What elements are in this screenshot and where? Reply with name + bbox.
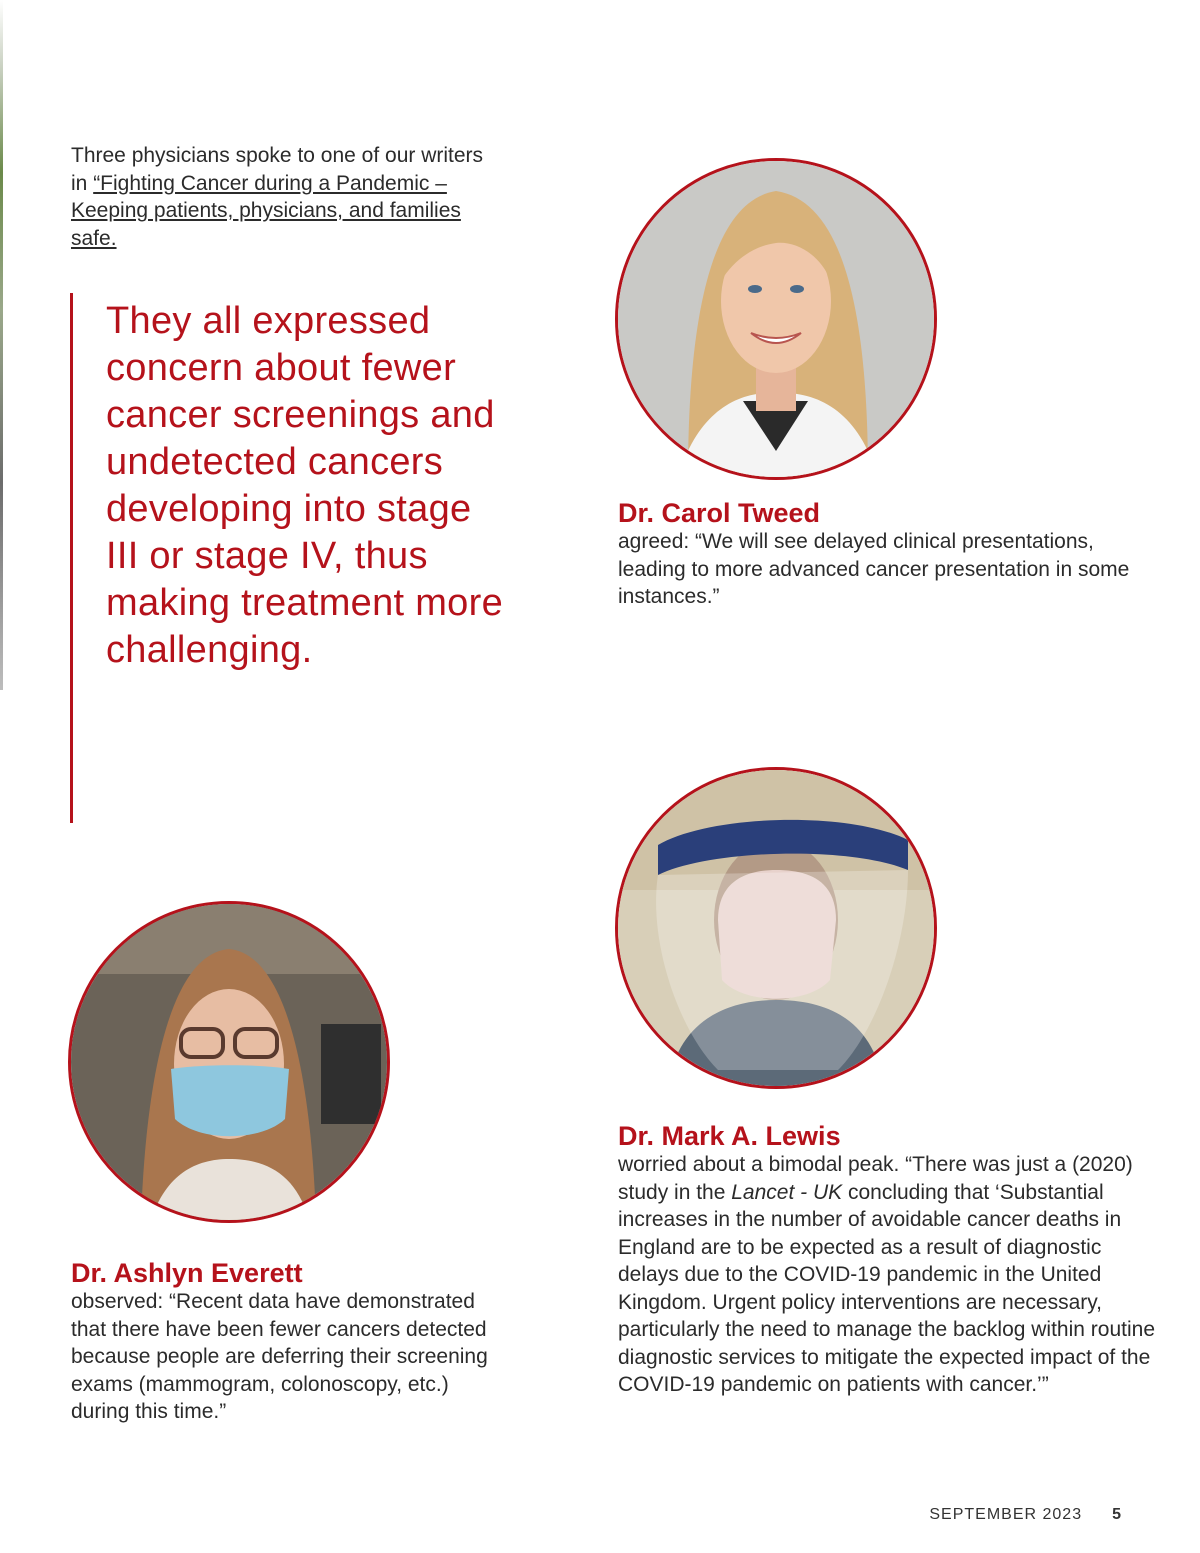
page-footer — [929, 1506, 1122, 1524]
pull-quote-bar — [70, 293, 73, 823]
pull-quote: They all expressed concern about fewer cancer screenings and undetected cancers developing into stage III or stage IV, thus making treatment more challenging. — [106, 300, 504, 671]
mark-lewis-quote-italic: Lancet - UK — [731, 1180, 843, 1204]
article-link[interactable]: “Fighting Cancer during a Pandemic – Keeping patients, physicians, and families safe. — [71, 171, 461, 250]
carol-tweed-quote: agreed: “We will see delayed clinical presentations, leading to more advanced cancer presentation in some instances.” — [618, 530, 1130, 608]
mark-lewis-photo — [615, 767, 937, 1089]
page-number: 5 — [1112, 1506, 1122, 1523]
ashlyn-everett-name: Dr. Ashlyn Everett — [71, 1258, 303, 1288]
ashlyn-everett-photo — [68, 901, 390, 1223]
carol-tweed-photo — [615, 158, 937, 480]
intro-lead: Three physicians spoke to one of our writers in — [71, 144, 484, 195]
mark-lewis-name: Dr. Mark A. Lewis — [618, 1121, 841, 1151]
intro-paragraph — [71, 142, 491, 252]
ashlyn-everett-quote: observed: “Recent data have demonstrated that there have been fewer cancers detected because people are deferring their screening exams (mammogram, colonoscopy, etc.) during this time.” — [71, 1290, 488, 1423]
page-edge-strip — [0, 0, 3, 690]
carol-tweed-name: Dr. Carol Tweed — [618, 498, 821, 528]
mark-lewis-quote-part1: worried about a bimodal peak. “There was just a (2020) study in the — [618, 1153, 1133, 1204]
issue-date: SEPTEMBER 2023 — [929, 1506, 1083, 1523]
mark-lewis-quote — [618, 1151, 1158, 1399]
mark-lewis-quote-part2: concluding that ‘Substantial increases in the number of avoidable cancer deaths in England are to be expected as a result of diagnostic delays due to the COVID-19 pandemic in the United Kingdom. Urgent policy interventions are necessary, particularly the need to manage the backlog within routine diagnostic services to mitigate the expected impact of the COVID-19 pandemic on patients with cancer.’” — [618, 1180, 1155, 1396]
